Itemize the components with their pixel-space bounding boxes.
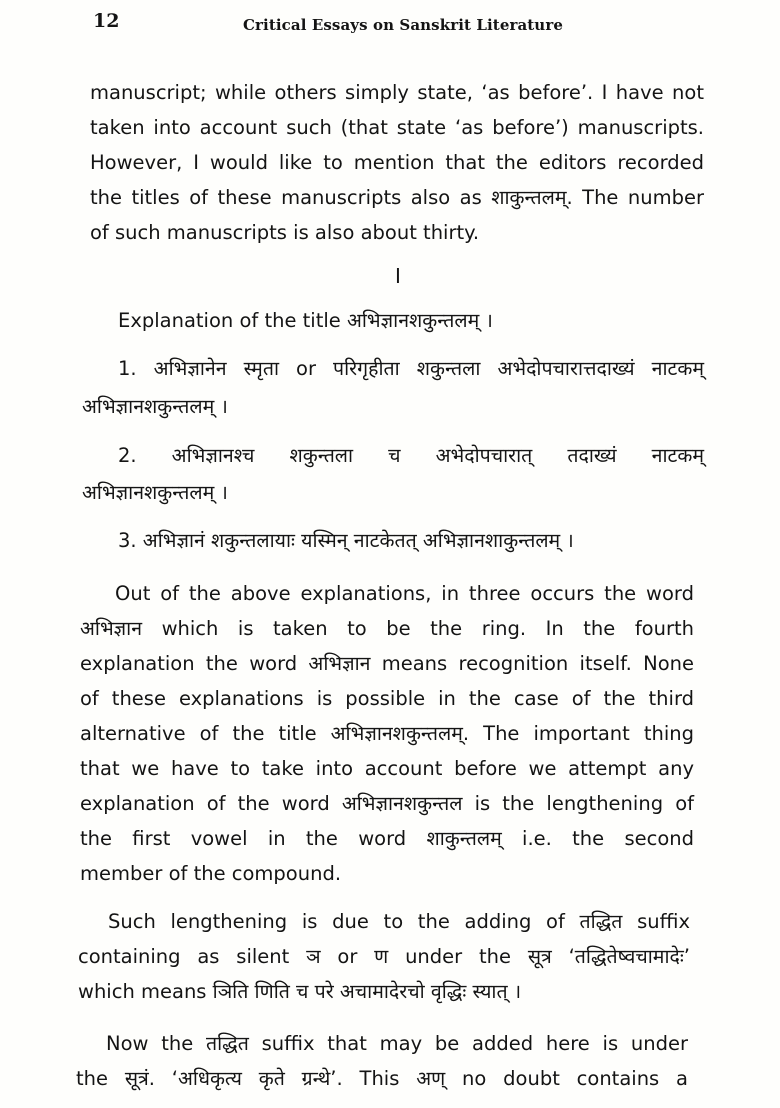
running-title: Critical Essays on Sanskrit Literature	[243, 16, 563, 34]
text-line: of such manuscripts is also about thirty.	[90, 221, 480, 244]
explanation-item-1: 1. अभिज्ञानेन स्मृता or परिगृहीता शकुन्तला अभेदोपचारात्तदाख्यं नाटकम्	[118, 357, 704, 380]
text-line: alternative of the title अभिज्ञानशकुन्तलम्. The important thing	[80, 722, 694, 745]
text-line: manuscript; while others simply state, ‘as before’. I have not	[90, 81, 704, 104]
text-line: of these explanations is possible in the case of the third	[80, 687, 694, 710]
text-line: Now the तद्धित suffix that may be added here is under	[106, 1032, 688, 1055]
paragraph-3	[78, 904, 690, 1009]
explanation-item-3: 3. अभिज्ञानं शकुन्तलायाः यस्मिन् नाटकेतत् अभिज्ञानशाकुन्तलम् ।	[118, 529, 574, 552]
section-heading: Explanation of the title अभिज्ञानशकुन्तलम् ।	[118, 309, 493, 332]
text-line: explanation of the word अभिज्ञानशकुन्तल is the lengthening of	[80, 792, 694, 815]
text-line: member of the compound.	[80, 862, 342, 885]
paragraph-1	[90, 75, 704, 250]
text-line: that we have to take into account before we attempt any	[80, 757, 694, 780]
text-line: the सूत्रं. ‘अधिकृत्य कृते ग्रन्थे’. This अण् no doubt contains a	[76, 1067, 688, 1090]
text-line: containing as silent ञ or ण under the सूत्र ‘तद्धितेष्वचामादेः’	[78, 945, 690, 968]
explanation-item-2-cont: अभिज्ञानशकुन्तलम् ।	[82, 481, 228, 504]
page-number: 12	[93, 10, 120, 32]
text-line: Out of the above explanations, in three occurs the word	[115, 582, 694, 605]
paragraph-4	[76, 1026, 688, 1096]
text-line: अभिज्ञान which is taken to be the ring. In the fourth	[80, 617, 694, 640]
text-line: Such lengthening is due to the adding of तद्धित suffix	[108, 910, 690, 933]
paragraph-2	[80, 576, 694, 891]
explanation-item-2: 2. अभिज्ञानश्च शकुन्तला च अभेदोपचारात् तदाख्यं नाटकम्	[118, 444, 704, 467]
section-numeral: I	[395, 264, 401, 288]
text-line: which means ञिति णिति च परे अचामादेरचो वृद्धिः स्यात् ।	[78, 980, 522, 1003]
text-line: taken into account such (that state ‘as before’) manuscripts.	[90, 116, 704, 139]
text-line: explanation the word अभिज्ञान means recognition itself. None	[80, 652, 694, 675]
explanation-item-1-cont: अभिज्ञानशकुन्तलम् ।	[82, 395, 228, 418]
text-line: the first vowel in the word शाकुन्तलम् i.e. the second	[80, 827, 694, 850]
text-line: However, I would like to mention that the editors recorded	[90, 151, 704, 174]
text-line: the titles of these manuscripts also as शाकुन्तलम्. The number	[90, 186, 704, 209]
